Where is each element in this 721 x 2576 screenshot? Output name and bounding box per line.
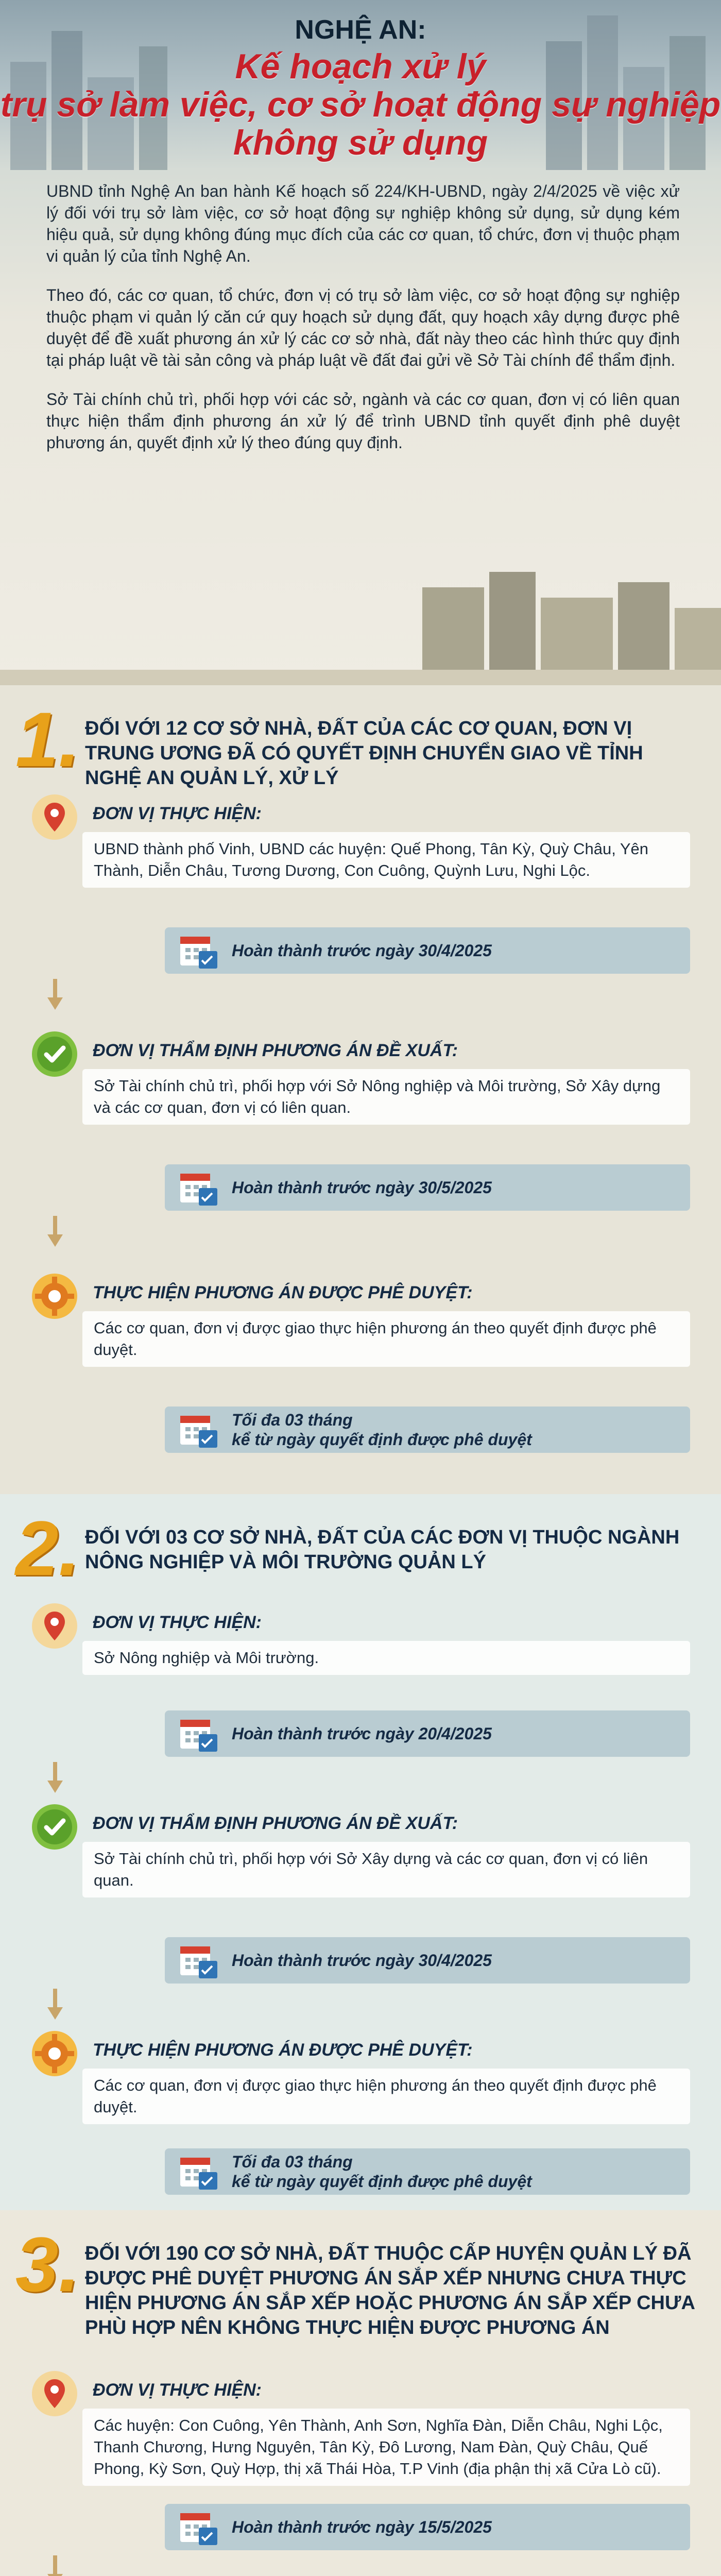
intro-text [46,180,680,471]
gear-icon [31,2030,78,2077]
flow-arrow [47,979,63,1010]
step-label: ĐƠN VỊ THỰC HIỆN: [93,2380,262,2400]
deadline-text-line-2: kể từ ngày quyết định được phê duyệt [232,1430,532,1449]
flow-arrow [47,2555,63,2576]
calendar-icon [178,1715,219,1753]
section-title: ĐỐI VỚI 03 CƠ SỞ NHÀ, ĐẤT CỦA CÁC ĐƠN VỊ THUỘC NGÀNH NÔNG NGHIỆP VÀ MÔI TRƯỜNG QUẢN LÝ [85,1527,680,1573]
map-pin-icon [31,1602,78,1650]
step-label: ĐƠN VỊ THẨM ĐỊNH PHƯƠNG ÁN ĐỀ XUẤT: [93,1041,458,1060]
deadline-box [165,1937,690,1984]
step-body: Các cơ quan, đơn vị được giao thực hiện phương án theo quyết định được phê duyệt. [82,2069,690,2124]
step-body: Sở Nông nghiệp và Môi trường. [82,1641,690,1675]
intro-paragraph-2: Theo đó, các cơ quan, tổ chức, đơn vị có trụ sở làm việc, cơ sở hoạt động sự nghiệp thuộc phạm vi quản lý căn cứ quy hoạch sử dụng đất, quy hoạch xây dựng được phê duyệt để đề xuất phương án xử lý các cơ sở nhà, đất này theo các hình thức quy định tại pháp luật về tài sản công và pháp luật về đất đai gửi về Sở Tài chính để thẩm định. [46,286,680,369]
section-heading [15,2221,706,2344]
header-title-line-3: không sử dụng [233,123,488,162]
gear-icon [31,1273,78,1320]
header-title-line-1: Kế hoạch xử lý [235,47,486,86]
section-number: 2. [15,1505,80,1591]
step-label: ĐƠN VỊ THẨM ĐỊNH PHƯƠNG ÁN ĐỀ XUẤT: [93,1814,458,1833]
step-body: Các huyện: Con Cuông, Yên Thành, Anh Sơn, Nghĩa Đàn, Diễn Châu, Nghi Lộc, Thanh Chương, Hưng Nguyên, Tân Kỳ, Đô Lương, Nam Đàn, Quỳ Châu, Quế Phong, Kỳ Sơn, Quỳ Hợp, thị xã Thái Hòa, T.P Vinh (địa phận thị xã Cửa Lò cũ). [82,2409,690,2486]
section-heading [15,1505,706,1628]
flow-arrow [47,1762,63,1793]
check-badge-icon [31,1803,78,1851]
step-icon-wrapper [31,1273,78,1320]
step-icon-wrapper [31,2030,78,2077]
deadline-text: Hoàn thành trước ngày 30/4/2025 [232,941,492,960]
step-label: THỰC HIỆN PHƯƠNG ÁN ĐƯỢC PHÊ DUYỆT: [93,1283,473,1302]
section-3 [0,2210,721,2576]
step-label: ĐƠN VỊ THỰC HIỆN: [93,804,262,823]
header-title-line-2: trụ sở làm việc, cơ sở hoạt động sự nghiệp [0,85,721,124]
deadline-text [232,2148,532,2195]
section-title: ĐỐI VỚI 190 CƠ SỞ NHÀ, ĐẤT THUỘC CẤP HUYỆN QUẢN LÝ ĐÃ ĐƯỢC PHÊ DUYỆT PHƯƠNG ÁN SẮP XẾP NHƯNG CHƯA THỰC HIỆN PHƯƠNG ÁN SẮP XẾP HOẶC PHƯƠNG ÁN SẮP XẾP CHƯA PHÙ HỢP NÊN KHÔNG THỰC HIỆN ĐƯỢC PHƯƠNG ÁN [85,2243,695,2338]
intro-paragraph-3: Sở Tài chính chủ trì, phối hợp với các sở, ngành và các cơ quan, đơn vị có liên quan thực hiện thẩm định phương án xử lý để trình UBND tỉnh quyết định phê duyệt phương án, quyết định xử lý theo đúng quy định. [46,390,680,452]
step-icon-wrapper [31,1030,78,1078]
buildings-illustration [0,567,721,685]
section-heading [15,696,706,819]
arrow-down-icon [47,2555,63,2576]
deadline-text: Hoàn thành trước ngày 30/4/2025 [232,1951,492,1970]
deadline-text-line-1: Tối đa 03 tháng [232,1411,353,1429]
section-number: 1. [15,696,80,783]
flow-arrow [47,1216,63,1247]
deadline-text: Hoàn thành trước ngày 15/5/2025 [232,2518,492,2536]
step-body: Các cơ quan, đơn vị được giao thực hiện phương án theo quyết định được phê duyệt. [82,1311,690,1367]
step-icon-wrapper [31,2370,78,2417]
deadline-box [165,1406,690,1453]
step-label: ĐƠN VỊ THỰC HIỆN: [93,1613,262,1632]
calendar-icon [178,1411,219,1449]
intro [0,170,721,685]
deadline-text: Hoàn thành trước ngày 30/5/2025 [232,1178,492,1197]
deadline-box [165,2148,690,2195]
calendar-icon [178,2508,219,2546]
step-body: Sở Tài chính chủ trì, phối hợp với Sở Nông nghiệp và Môi trường, Sở Xây dựng và các cơ quan, đơn vị có liên quan. [82,1069,690,1125]
map-pin-icon [31,2370,78,2417]
calendar-icon [178,2153,219,2191]
step-icon-wrapper [31,793,78,841]
deadline-box [165,2504,690,2550]
arrow-down-icon [47,1216,63,1247]
header [0,0,721,170]
step-icon-wrapper [31,1803,78,1851]
deadline-text: Hoàn thành trước ngày 20/4/2025 [232,1724,492,1743]
section-number: 3. [15,2221,80,2308]
check-badge-icon [31,1030,78,1078]
calendar-icon [178,931,219,970]
deadline-text [232,1406,532,1453]
arrow-down-icon [47,1989,63,2020]
calendar-icon [178,1941,219,1979]
header-subtitle: NGHỆ AN: [295,15,426,45]
step-label: THỰC HIỆN PHƯƠNG ÁN ĐƯỢC PHÊ DUYỆT: [93,2040,473,2060]
section-title: ĐỐI VỚI 12 CƠ SỞ NHÀ, ĐẤT CỦA CÁC CƠ QUAN, ĐƠN VỊ TRUNG ƯƠNG ĐÃ CÓ QUYẾT ĐỊNH CHUYỂN GIAO VỀ TỈNH NGHỆ AN QUẢN LÝ, XỬ LÝ [85,718,643,789]
header-title [0,47,721,162]
arrow-down-icon [47,979,63,1010]
step-body: UBND thành phố Vinh, UBND các huyện: Quế Phong, Tân Kỳ, Quỳ Châu, Yên Thành, Diễn Châu, Tương Dương, Con Cuông, Quỳnh Lưu, Nghi Lộc. [82,832,690,888]
step-icon-wrapper [31,1602,78,1650]
step-body: Sở Tài chính chủ trì, phối hợp với Sở Xây dựng và các cơ quan, đơn vị có liên quan. [82,1842,690,1897]
deadline-box [165,1164,690,1211]
section-2 [0,1494,721,2210]
flow-arrow [47,1989,63,2020]
map-pin-icon [31,793,78,841]
deadline-text-line-1: Tối đa 03 tháng [232,2153,353,2171]
section-1 [0,685,721,1494]
arrow-down-icon [47,1762,63,1793]
deadline-box [165,927,690,974]
deadline-text-line-2: kể từ ngày quyết định được phê duyệt [232,2172,532,2191]
intro-paragraph-1: UBND tỉnh Nghệ An ban hành Kế hoạch số 224/KH-UBND, ngày 2/4/2025 về việc xử lý đối với trụ sở làm việc, cơ sở hoạt động sự nghiệp không sử dụng, sử dụng kém hiệu quả, sử dụng không đúng mục đích của các cơ quan, tổ chức, đơn vị thuộc phạm vi quản lý của tỉnh Nghệ An. [46,182,680,265]
calendar-icon [178,1168,219,1207]
deadline-box [165,1710,690,1757]
